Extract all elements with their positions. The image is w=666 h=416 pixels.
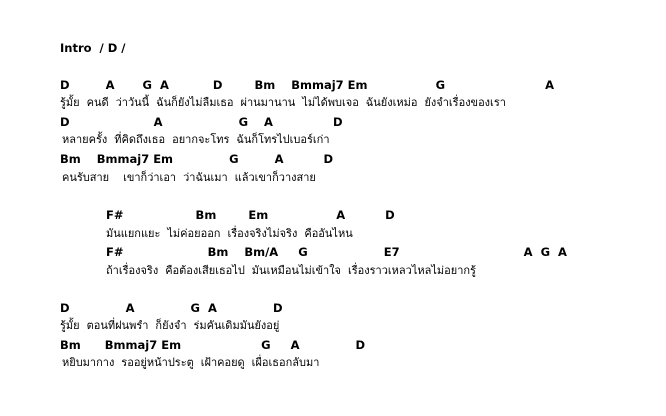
verse1-lyric-line-2: หลายครั้ง ที่คิดถึงเธอ อยากจะโทร ฉันก็โทรไปเบอร์เก่า bbox=[62, 133, 330, 146]
prechorus-lyric-line-2: ถ้าเรื่องจริง คือต้องเสียเธอไป มันเหมือนไม่เข้าใจ เรื่องราวเหลวไหลไม่อยากรู้ bbox=[106, 264, 476, 277]
verse2-lyric-line-1: รู้มั้ย ตอนที่ฝนพรำ ก็ยังจำ ร่มคันเดิมมันยังอยู่ bbox=[60, 319, 280, 332]
prechorus-chord-line-1: F# Bm Em A D bbox=[106, 208, 395, 222]
verse1-lyric-line-3: คนรับสาย เขาก็ว่าเอา ว่าฉันเมา แล้วเขาก็วางสาย bbox=[62, 171, 316, 184]
intro-line: Intro / D / bbox=[60, 41, 126, 55]
prechorus-lyric-line-1: มันแยกแยะ ไม่ค่อยออก เรื่องจริงไม่จริง คืออันไหน bbox=[106, 227, 353, 240]
verse2-lyric-line-2: หยิบมากาง รออยู่หน้าประตู เฝ้าคอยดู เผื่อเธอกลับมา bbox=[62, 356, 320, 369]
verse1-chord-line-1: D A G A D Bm Bmmaj7 Em G A bbox=[60, 78, 555, 92]
verse1-chord-line-3: Bm Bmmaj7 Em G A D bbox=[60, 152, 334, 166]
verse2-chord-line-1: D A G A D bbox=[60, 301, 283, 315]
verse1-chord-line-2: D A G A D bbox=[60, 115, 343, 129]
prechorus-chord-line-2: F# Bm Bm/A G E7 A G A bbox=[106, 245, 567, 259]
verse1-lyric-line-1: รู้มั้ย คนดี ว่าวันนี้ ฉันก็ยังไม่ลืมเธอ ผ่านมานาน ไม่ได้พบเจอ ฉันยังเหม่อ ยังจำเรื่องของเรา bbox=[60, 96, 506, 109]
verse2-chord-line-2: Bm Bmmaj7 Em G A D bbox=[60, 338, 366, 352]
